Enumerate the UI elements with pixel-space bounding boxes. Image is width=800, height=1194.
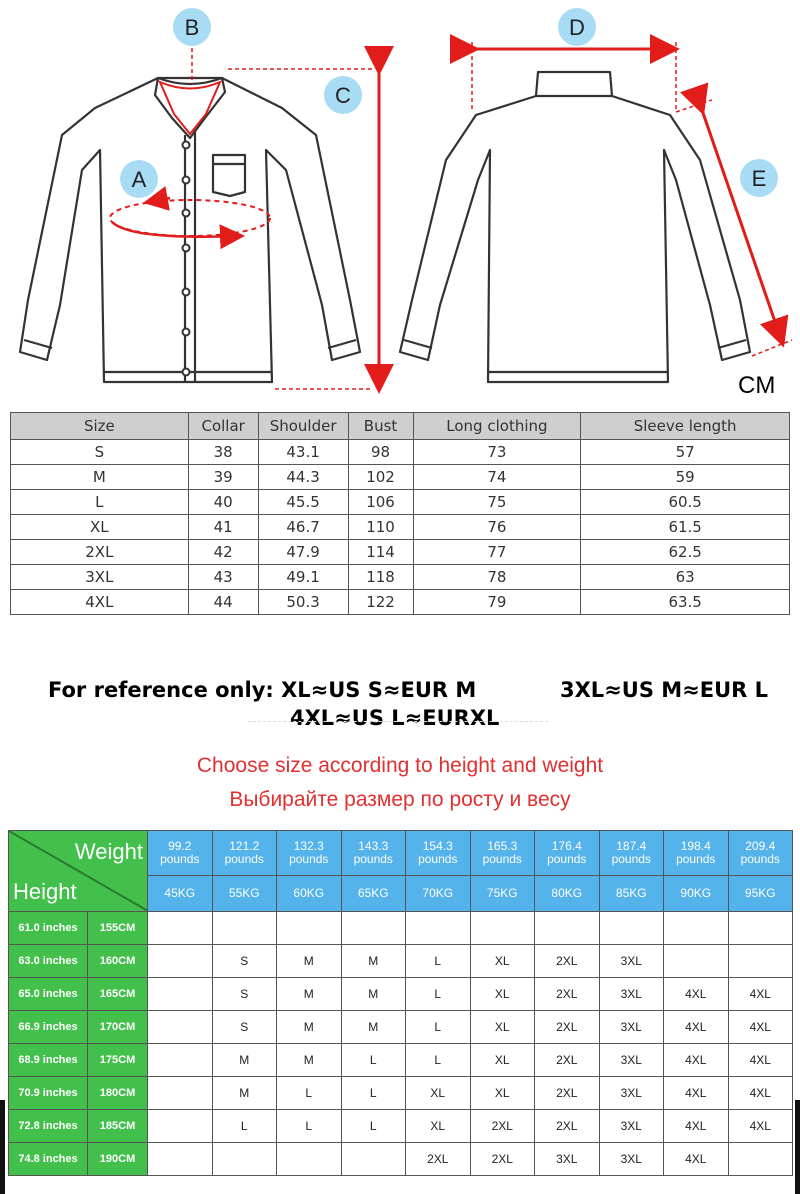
recommended-size-cell	[148, 945, 213, 978]
size-cell: 62.5	[581, 540, 790, 565]
recommended-size-cell: L	[406, 945, 471, 978]
recommended-size-cell	[406, 912, 471, 945]
recommended-size-cell: 4XL	[664, 1110, 729, 1143]
recommended-size-cell: L	[341, 1110, 406, 1143]
size-cell: 41	[188, 515, 258, 540]
recommended-size-cell: L	[212, 1110, 277, 1143]
weight-kg-header: 55KG	[212, 875, 277, 911]
recommended-size-cell: M	[277, 945, 342, 978]
weight-kg-header: 65KG	[341, 875, 406, 911]
weight-height-corner	[9, 831, 148, 912]
recommended-size-cell	[212, 1143, 277, 1176]
recommended-size-cell	[148, 1044, 213, 1077]
size-cell: 49.1	[258, 565, 348, 590]
size-cell: 63.5	[581, 590, 790, 615]
weight-pounds-header: 121.2 pounds	[212, 831, 277, 876]
recommended-size-cell: L	[277, 1077, 342, 1110]
weight-pounds-header: 165.3 pounds	[470, 831, 535, 876]
reference-line-1-right: 3XL≈US M≈EUR L	[560, 678, 769, 702]
recommended-size-cell	[728, 912, 793, 945]
height-cm: 185CM	[88, 1110, 148, 1143]
recommended-size-cell: L	[406, 978, 471, 1011]
weight-kg-header: 70KG	[406, 875, 471, 911]
size-cell: 118	[348, 565, 413, 590]
recommended-size-cell: 2XL	[535, 978, 600, 1011]
size-cell: 57	[581, 440, 790, 465]
recommended-size-cell: S	[212, 978, 277, 1011]
recommended-size-cell	[664, 912, 729, 945]
recommended-size-cell	[535, 912, 600, 945]
recommended-size-cell	[728, 1143, 793, 1176]
recommended-size-cell: M	[341, 945, 406, 978]
recommended-size-cell: 2XL	[535, 1077, 600, 1110]
divider	[248, 721, 548, 722]
choose-size-ru: Выбирайте размер по росту и весу	[229, 788, 571, 811]
size-row	[11, 540, 790, 565]
recommended-size-cell: L	[341, 1077, 406, 1110]
recommended-size-cell: 2XL	[470, 1110, 535, 1143]
size-cell: 122	[348, 590, 413, 615]
recommended-size-cell: 3XL	[599, 1044, 664, 1077]
recommended-size-cell: 3XL	[535, 1143, 600, 1176]
front-shirt-icon	[20, 78, 360, 382]
weight-kg-header: 45KG	[148, 875, 213, 911]
weight-kg-header: 95KG	[728, 875, 793, 911]
recommended-size-cell	[599, 912, 664, 945]
height-inches: 61.0 inches	[9, 912, 88, 945]
recommended-size-cell: 2XL	[535, 1011, 600, 1044]
height-cm: 170CM	[88, 1011, 148, 1044]
size-cell: 74	[413, 465, 581, 490]
recommended-size-cell	[341, 1143, 406, 1176]
recommended-size-cell	[341, 912, 406, 945]
recommended-size-cell: 3XL	[599, 1143, 664, 1176]
recommended-size-cell: 4XL	[664, 1011, 729, 1044]
recommended-size-cell	[212, 912, 277, 945]
size-row	[11, 440, 790, 465]
size-row	[11, 490, 790, 515]
size-cell: 44	[188, 590, 258, 615]
right-edge-bar	[795, 1100, 800, 1194]
size-cell: 102	[348, 465, 413, 490]
recommended-size-cell: 3XL	[599, 1110, 664, 1143]
height-inches: 70.9 inches	[9, 1077, 88, 1110]
size-cell: 43	[188, 565, 258, 590]
size-cell: 44.3	[258, 465, 348, 490]
size-cell: 42	[188, 540, 258, 565]
size-cell: 79	[413, 590, 581, 615]
height-weight-table	[8, 830, 793, 1176]
recommended-size-cell: 2XL	[535, 1044, 600, 1077]
label-a-bubble	[120, 160, 158, 198]
height-inches: 74.8 inches	[9, 1143, 88, 1176]
recommended-size-cell: 4XL	[728, 978, 793, 1011]
label-d: D	[569, 15, 585, 40]
height-row	[9, 1044, 793, 1077]
recommended-size-cell: 4XL	[664, 1077, 729, 1110]
shirt-measurement-diagram	[0, 0, 800, 400]
recommended-size-cell	[148, 1143, 213, 1176]
size-row	[11, 515, 790, 540]
recommended-size-cell: L	[406, 1011, 471, 1044]
recommended-size-cell: M	[212, 1077, 277, 1110]
recommended-size-cell	[277, 1143, 342, 1176]
recommended-size-cell	[148, 1110, 213, 1143]
size-cell: M	[11, 465, 189, 490]
size-cell: 73	[413, 440, 581, 465]
reference-line-2: 4XL≈US L≈EURXL	[290, 706, 500, 730]
size-cell: 40	[188, 490, 258, 515]
height-cm: 155CM	[88, 912, 148, 945]
weight-kg-header: 75KG	[470, 875, 535, 911]
left-edge-bar	[0, 1100, 5, 1194]
weight-kg-header: 85KG	[599, 875, 664, 911]
height-row	[9, 1077, 793, 1110]
size-cell: 60.5	[581, 490, 790, 515]
recommended-size-cell	[664, 945, 729, 978]
height-inches: 72.8 inches	[9, 1110, 88, 1143]
recommended-size-cell: 4XL	[728, 1110, 793, 1143]
label-c: C	[335, 83, 351, 108]
recommended-size-cell: 2XL	[535, 945, 600, 978]
size-cell: 45.5	[258, 490, 348, 515]
size-cell: 114	[348, 540, 413, 565]
size-cell: 61.5	[581, 515, 790, 540]
size-cell: XL	[11, 515, 189, 540]
height-row	[9, 945, 793, 978]
height-inches: 68.9 inches	[9, 1044, 88, 1077]
weight-pounds-header: 99.2 pounds	[148, 831, 213, 876]
height-row	[9, 1143, 793, 1176]
recommended-size-cell	[277, 912, 342, 945]
size-cell: 3XL	[11, 565, 189, 590]
recommended-size-cell: M	[341, 978, 406, 1011]
recommended-size-cell: 2XL	[406, 1143, 471, 1176]
size-cell: 59	[581, 465, 790, 490]
size-cell: 98	[348, 440, 413, 465]
weight-kg-header: 80KG	[535, 875, 600, 911]
weight-pounds-header: 154.3 pounds	[406, 831, 471, 876]
size-cell: 47.9	[258, 540, 348, 565]
recommended-size-cell: L	[406, 1044, 471, 1077]
size-cell: 78	[413, 565, 581, 590]
height-label: Height	[13, 879, 77, 904]
size-cell: 43.1	[258, 440, 348, 465]
recommended-size-cell: XL	[406, 1110, 471, 1143]
label-e-bubble	[740, 159, 778, 197]
size-cell: 77	[413, 540, 581, 565]
size-cell: 63	[581, 565, 790, 590]
weight-pounds-header: 198.4 pounds	[664, 831, 729, 876]
weight-pounds-header: 187.4 pounds	[599, 831, 664, 876]
height-row	[9, 978, 793, 1011]
size-cell: L	[11, 490, 189, 515]
recommended-size-cell: M	[277, 978, 342, 1011]
recommended-size-cell: 4XL	[728, 1077, 793, 1110]
label-a: A	[131, 167, 147, 192]
collar-measure-line	[160, 82, 220, 134]
recommended-size-cell: L	[277, 1110, 342, 1143]
header-size: Size	[11, 413, 189, 440]
reference-line-1-left: For reference only: XL≈US S≈EUR M	[48, 678, 477, 702]
height-cm: 190CM	[88, 1143, 148, 1176]
recommended-size-cell: 3XL	[599, 1011, 664, 1044]
header-sleeve-length: Sleeve length	[581, 413, 790, 440]
header-bust: Bust	[348, 413, 413, 440]
weight-pounds-header: 143.3 pounds	[341, 831, 406, 876]
size-cell: 2XL	[11, 540, 189, 565]
recommended-size-cell: XL	[470, 1044, 535, 1077]
height-cm: 160CM	[88, 945, 148, 978]
size-cell: 110	[348, 515, 413, 540]
height-row	[9, 912, 793, 945]
size-cell: 106	[348, 490, 413, 515]
recommended-size-cell: XL	[470, 978, 535, 1011]
recommended-size-cell: S	[212, 1011, 277, 1044]
height-inches: 63.0 inches	[9, 945, 88, 978]
recommended-size-cell: 3XL	[599, 945, 664, 978]
recommended-size-cell: XL	[406, 1077, 471, 1110]
size-cell: 46.7	[258, 515, 348, 540]
height-cm: 165CM	[88, 978, 148, 1011]
height-inches: 65.0 inches	[9, 978, 88, 1011]
recommended-size-cell: 4XL	[664, 978, 729, 1011]
size-cell: 38	[188, 440, 258, 465]
recommended-size-cell: 3XL	[599, 1077, 664, 1110]
recommended-size-cell	[728, 945, 793, 978]
recommended-size-cell: 4XL	[728, 1044, 793, 1077]
recommended-size-cell: 2XL	[535, 1110, 600, 1143]
recommended-size-cell: 2XL	[470, 1143, 535, 1176]
height-inches: 66.9 inches	[9, 1011, 88, 1044]
size-cell: S	[11, 440, 189, 465]
size-table	[10, 412, 790, 615]
recommended-size-cell: XL	[470, 1011, 535, 1044]
recommended-size-cell	[148, 912, 213, 945]
back-shirt-icon	[400, 72, 750, 382]
header-collar: Collar	[188, 413, 258, 440]
recommended-size-cell: 3XL	[599, 978, 664, 1011]
recommended-size-cell: XL	[470, 1077, 535, 1110]
recommended-size-cell: S	[212, 945, 277, 978]
label-b: B	[184, 15, 200, 40]
label-c-bubble	[324, 76, 362, 114]
size-cell: 50.3	[258, 590, 348, 615]
recommended-size-cell: M	[341, 1011, 406, 1044]
label-e: E	[751, 166, 767, 191]
recommended-size-cell: 4XL	[664, 1143, 729, 1176]
recommended-size-cell: L	[341, 1044, 406, 1077]
unit-label: CM	[738, 372, 776, 399]
header-long-clothing: Long clothing	[413, 413, 581, 440]
weight-kg-header: 90KG	[664, 875, 729, 911]
recommended-size-cell: M	[277, 1011, 342, 1044]
header-shoulder: Shoulder	[258, 413, 348, 440]
label-d-bubble	[558, 8, 596, 46]
height-cm: 180CM	[88, 1077, 148, 1110]
size-row	[11, 590, 790, 615]
weight-pounds-header: 132.3 pounds	[277, 831, 342, 876]
recommended-size-cell	[148, 1011, 213, 1044]
recommended-size-cell: 4XL	[728, 1011, 793, 1044]
recommended-size-cell	[148, 978, 213, 1011]
size-row	[11, 465, 790, 490]
weight-kg-header: 60KG	[277, 875, 342, 911]
recommended-size-cell	[470, 912, 535, 945]
recommended-size-cell: M	[212, 1044, 277, 1077]
height-cm: 175CM	[88, 1044, 148, 1077]
recommended-size-cell: M	[277, 1044, 342, 1077]
recommended-size-cell: XL	[470, 945, 535, 978]
size-cell: 39	[188, 465, 258, 490]
recommended-size-cell: 4XL	[664, 1044, 729, 1077]
size-cell: 75	[413, 490, 581, 515]
weight-pounds-header: 209.4 pounds	[728, 831, 793, 876]
size-table-header	[11, 413, 790, 440]
height-row	[9, 1110, 793, 1143]
size-cell: 76	[413, 515, 581, 540]
weight-pounds-header: 176.4 pounds	[535, 831, 600, 876]
size-cell: 4XL	[11, 590, 189, 615]
height-row	[9, 1011, 793, 1044]
choose-size-en: Choose size according to height and weight	[196, 754, 604, 777]
weight-label: Weight	[74, 839, 143, 864]
recommended-size-cell	[148, 1077, 213, 1110]
size-row	[11, 565, 790, 590]
label-b-bubble	[173, 8, 211, 46]
